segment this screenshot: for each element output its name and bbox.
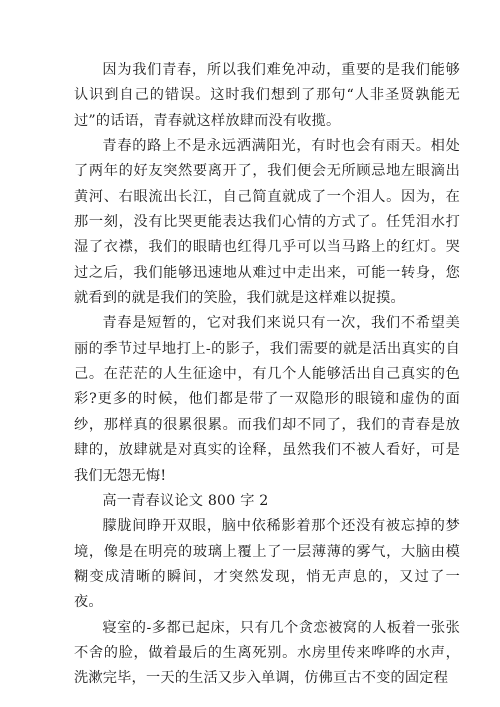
paragraph-2: 青春的路上不是永远洒满阳光，有时也会有雨天。相处了两年的好友突然要离开了，我们便会无所顾忌地左眼滴出黄河、右眼流出长江，自己简直就成了一个泪人。因为，在那一刻，没有比哭更能表达我们心情的方式了。任凭泪水打湿了衣襟，我们的眼睛也红得几乎可以当马路上的红灯。哭过之后，我们能够迅速地从难过中走出来，可能一转身，您就看到的就是我们的笑脸，我们就是这样难以捉摸。 (74, 138, 460, 307)
section-heading: 高一青春议论文 800 字 2 (102, 492, 269, 509)
paragraph-3: 青春是短暂的，它对我们来说只有一次，我们不希望美丽的季节过早地打上-的影子，我们需要的就是活出真实的自己。在茫茫的人生征途中，有几个人能够活出自己真实的色彩?更多的时候，他们都是带了一双隐形的眼镜和虚伪的面纱，那样真的很累很累。而我们却不同了，我们的青春是放肆的，放肆就是对真实的诠释，虽然我们不被人看好，可是我们无怨无悔! (74, 315, 460, 484)
paragraph-1: 因为我们青春，所以我们难免冲动，重要的是我们能够认识到自己的错误。这时我们想到了那句“人非圣贤孰能无过”的话语，青春就这样放肆而没有收揽。 (74, 62, 460, 129)
document-page (74, 58, 460, 692)
paragraph-4: 朦胧间睁开双眼，脑中依稀影着那个还没有被忘掉的梦境，像是在明亮的玻璃上覆上了一层薄薄的雾气，大脑由模糊变成清晰的瞬间，才突然发现，悄无声息的，又过了一夜。 (74, 518, 460, 611)
paragraph-5: 寝室的-多都已起床，只有几个贪恋被窝的人板着一张张不舍的脸，做着最后的生离死别。水房里传来哗哗的水声，洗漱完毕，一天的生活又步入单调，仿佛亘古不变的固定程 (74, 619, 460, 687)
